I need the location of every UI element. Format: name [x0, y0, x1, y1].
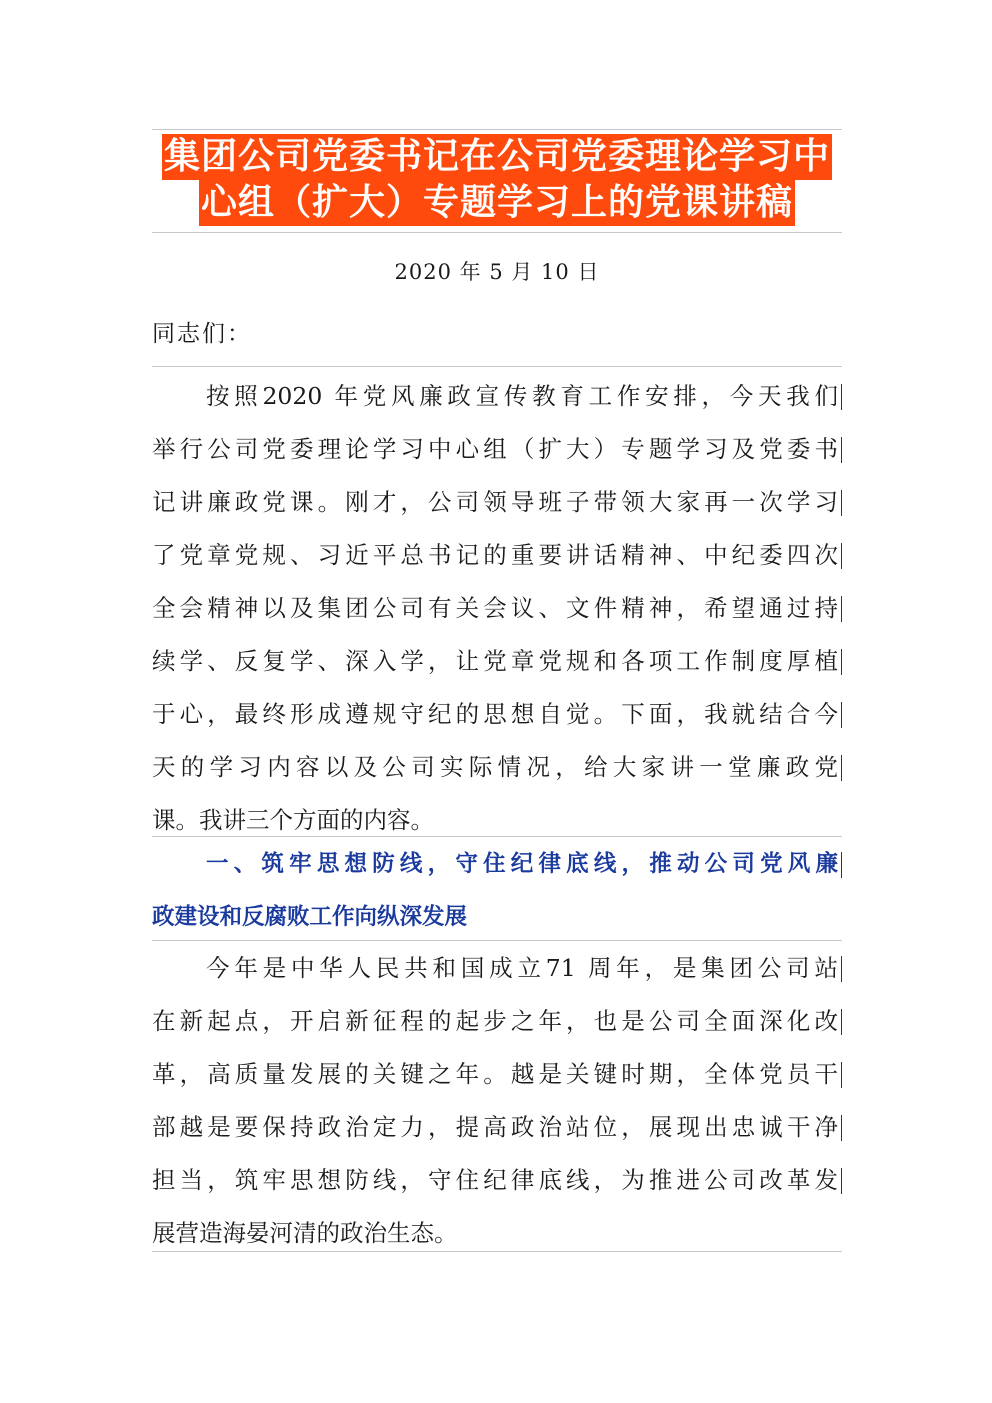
salutation: 同志们： — [152, 321, 252, 347]
paragraph-line: 天的学习内容以及公司实际情况，给大家讲一堂廉政党 — [152, 741, 842, 794]
paragraph-line: 举行公司党委理论学习中心组（扩大）专题学习及党委书 — [152, 423, 842, 476]
paragraph-line: 在新起点，开启新征程的起步之年，也是公司全面深化改 — [152, 995, 842, 1048]
document-title — [150, 134, 844, 226]
paragraph-line: 了党章党规、习近平总书记的重要讲话精神、中纪委四次 — [152, 529, 842, 582]
paragraph-line: 革，高质量发展的关键之年。越是关键时期，全体党员干 — [152, 1048, 842, 1101]
paragraph-line: 全会精神以及集团公司有关会议、文件精神，希望通过持 — [152, 582, 842, 635]
heading-line: 政建设和反腐败工作向纵深发展 — [152, 904, 468, 930]
salutation-rule — [152, 366, 842, 367]
paragraph-1 — [152, 370, 842, 847]
title-rule — [152, 232, 842, 233]
paragraph-line: 部越是要保持政治定力，提高政治站位，展现出忠诚干净 — [152, 1101, 842, 1154]
paragraph-rule — [152, 836, 842, 837]
paragraph-line: 于心，最终形成遵规守纪的思想自觉。下面，我就结合今 — [152, 688, 842, 741]
paragraph-line: 按照2020 年党风廉政宣传教育工作安排，今天我们 — [152, 370, 842, 423]
heading-line: 一、筑牢思想防线，守住纪律底线，推动公司党风廉 — [152, 838, 842, 891]
bottom-rule — [152, 1251, 842, 1252]
top-rule — [152, 129, 842, 130]
section-heading-1 — [152, 838, 842, 944]
title-line-2: 心组（扩大）专题学习上的党课讲稿 — [199, 180, 795, 226]
paragraph-line: 课。我讲三个方面的内容。 — [152, 806, 434, 834]
paragraph-line: 今年是中华人民共和国成立71 周年，是集团公司站 — [152, 942, 842, 995]
paragraph-line: 记讲廉政党课。刚才，公司领导班子带领大家再一次学习 — [152, 476, 842, 529]
document-date: 2020 年 5 月 10 日 — [394, 260, 600, 284]
paragraph-line: 展营造海晏河清的政治生态。 — [152, 1219, 458, 1247]
title-line-1: 集团公司党委书记在公司党委理论学习中 — [162, 134, 832, 180]
paragraph-line: 担当，筑牢思想防线，守住纪律底线，为推进公司改革发 — [152, 1154, 842, 1207]
heading-rule — [152, 940, 842, 941]
paragraph-2 — [152, 942, 842, 1260]
paragraph-line: 续学、反复学、深入学，让党章党规和各项工作制度厚植 — [152, 635, 842, 688]
